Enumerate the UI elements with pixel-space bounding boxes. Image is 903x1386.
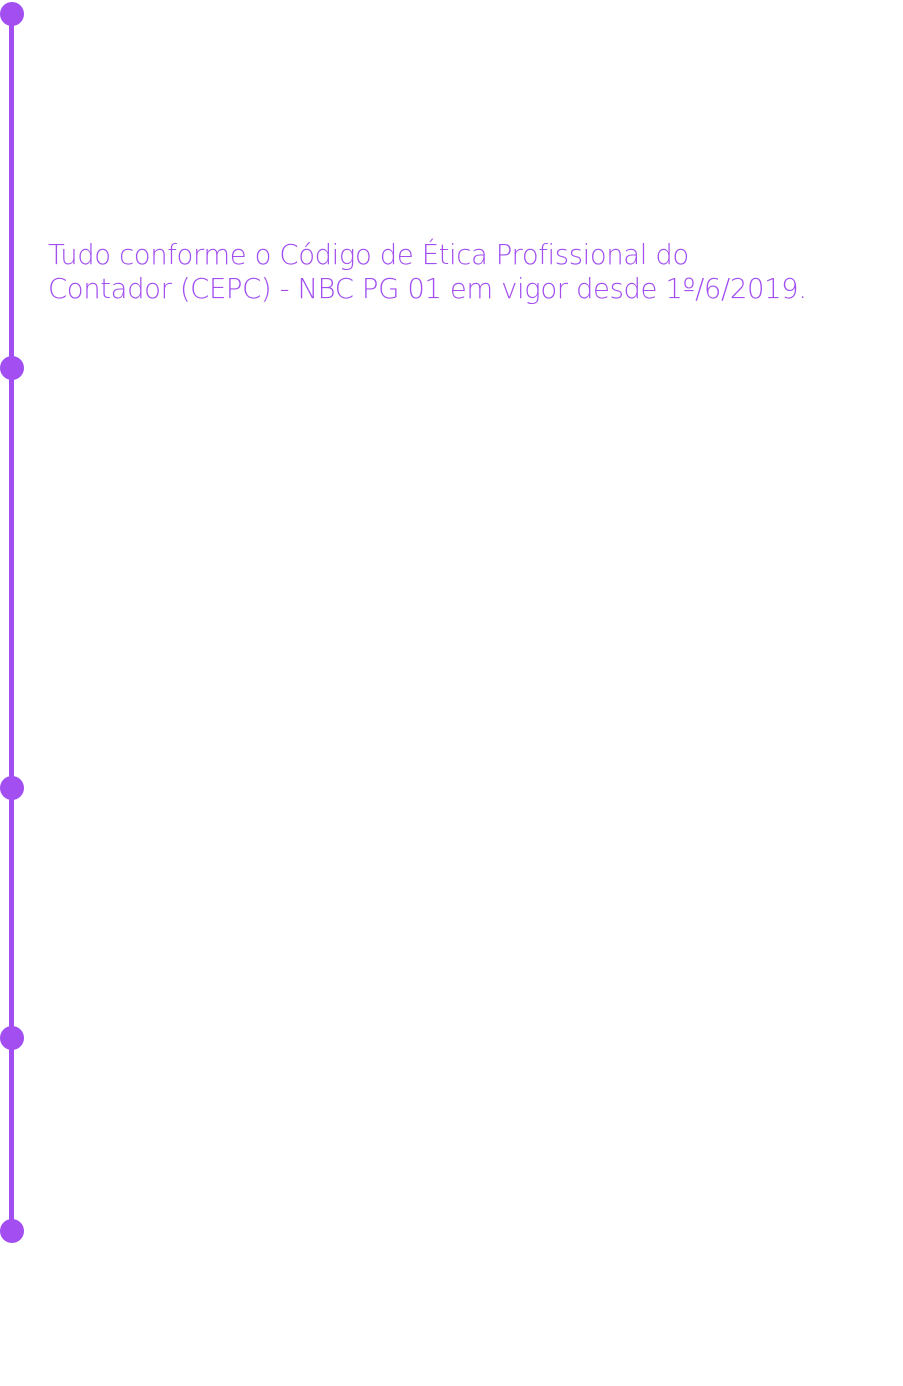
timeline-dot (0, 1219, 24, 1243)
timeline-dot (0, 2, 24, 26)
description-line-1: Tudo conforme o Código de Ética Profissional do (48, 239, 689, 271)
timeline-dot (0, 776, 24, 800)
timeline-dot (0, 1026, 24, 1050)
cepc-description (48, 238, 898, 306)
description-line-2: Contador (CEPC) - NBC PG 01 em vigor desde 1º/6/2019. (48, 273, 807, 305)
timeline-dot (0, 356, 24, 380)
